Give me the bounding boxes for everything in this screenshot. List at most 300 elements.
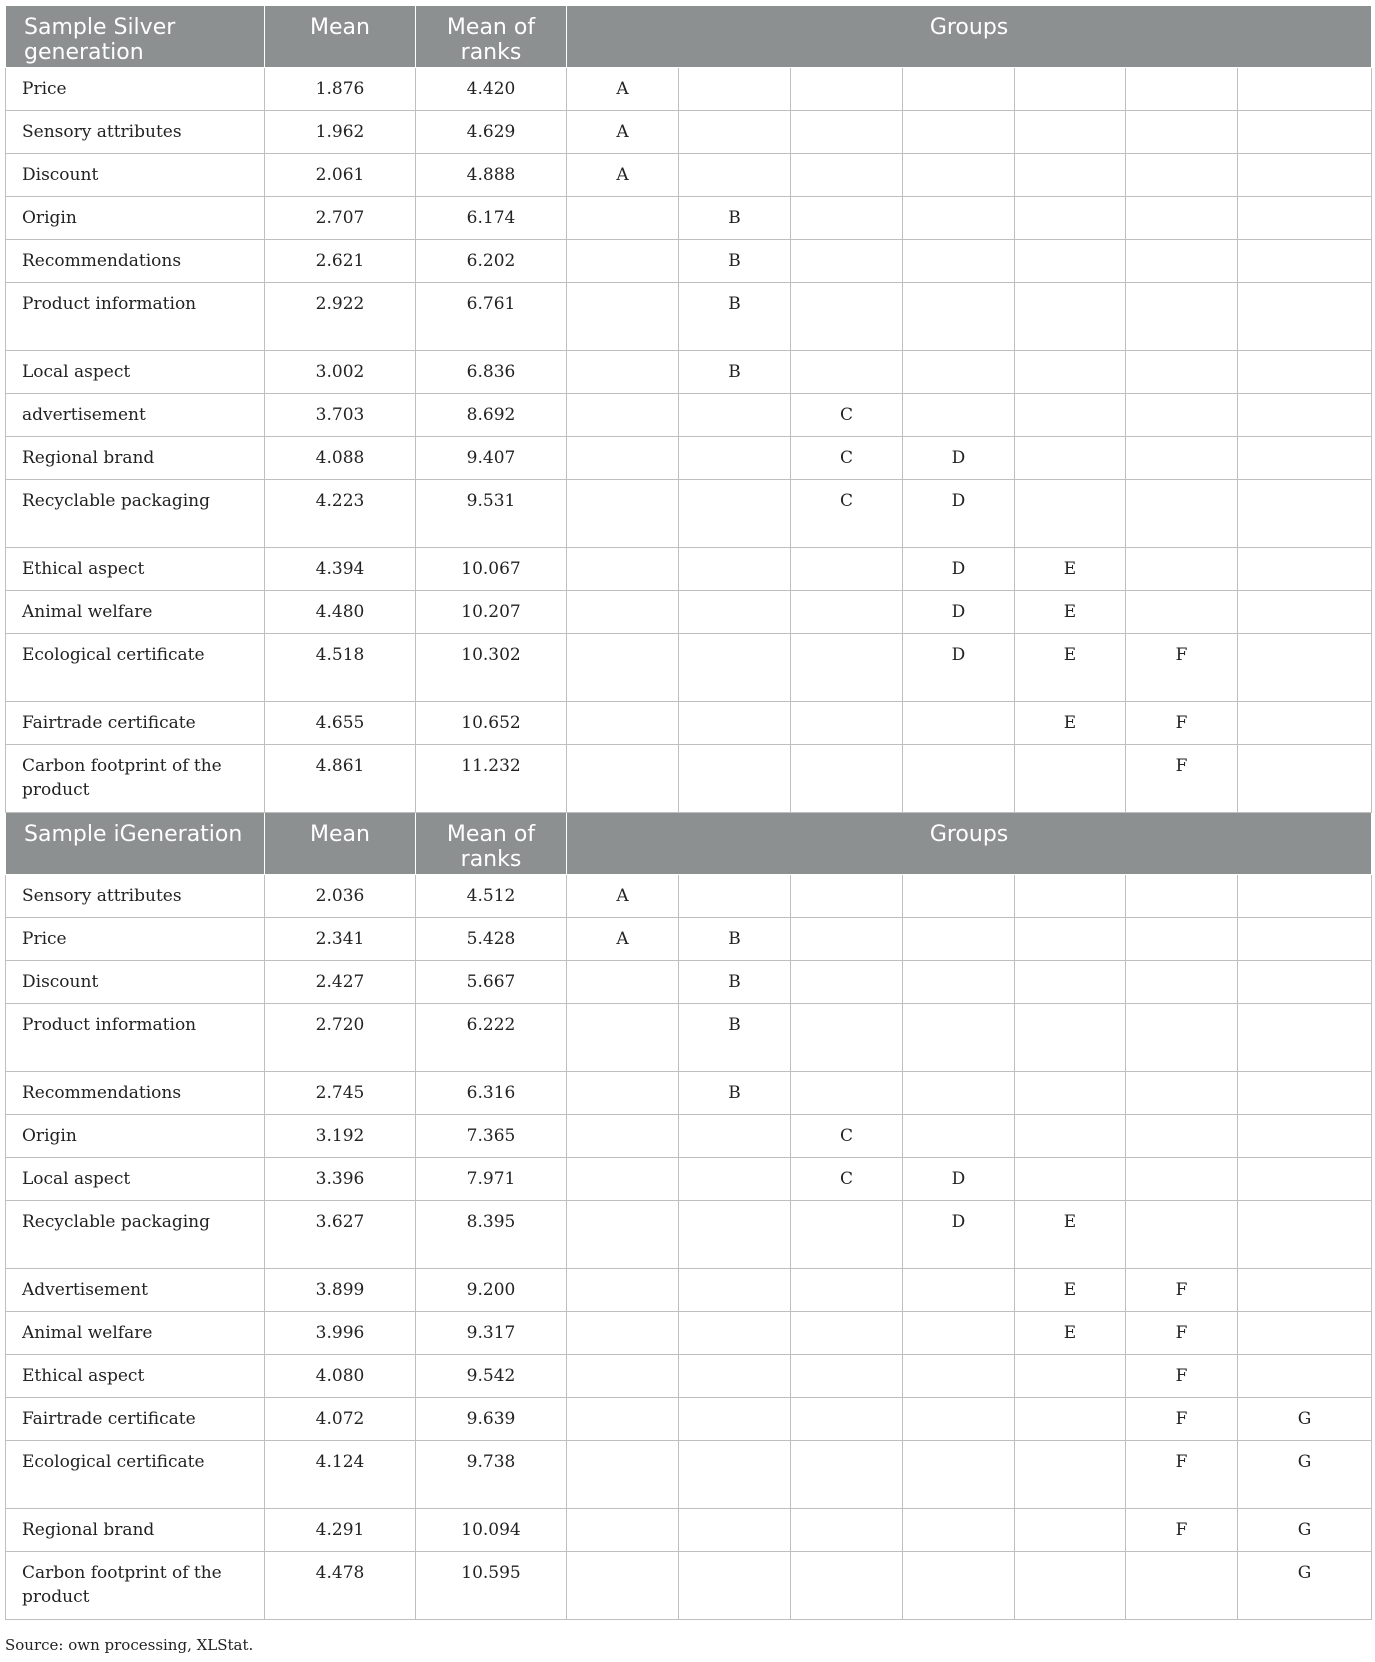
table-row — [6, 480, 1372, 548]
group-cell: B — [679, 240, 791, 283]
group-cell — [791, 634, 903, 702]
attribute-label: Fairtrade certificate — [6, 702, 265, 745]
mean-of-ranks-value: 9.407 — [416, 437, 567, 480]
mean-value: 1.876 — [265, 68, 416, 111]
group-cell — [679, 1158, 791, 1201]
mean-value: 4.124 — [265, 1441, 416, 1509]
group-cell — [567, 351, 679, 394]
mean-of-ranks-value: 4.420 — [416, 68, 567, 111]
group-cell — [791, 875, 903, 918]
mean-of-ranks-value: 4.888 — [416, 154, 567, 197]
attribute-label: Carbon footprint of the product — [6, 745, 265, 813]
group-cell — [1015, 875, 1126, 918]
mean-value: 4.072 — [265, 1398, 416, 1441]
group-cell — [1126, 591, 1238, 634]
group-cell — [679, 1312, 791, 1355]
mean-value: 3.627 — [265, 1201, 416, 1269]
group-cell — [1238, 875, 1372, 918]
mean-value: 4.478 — [265, 1552, 416, 1620]
group-cell — [791, 351, 903, 394]
attribute-label: Discount — [6, 154, 265, 197]
group-cell — [1126, 154, 1238, 197]
mean-of-ranks-value: 10.067 — [416, 548, 567, 591]
section-header-row — [6, 813, 1372, 875]
group-cell — [903, 240, 1015, 283]
table-row — [6, 548, 1372, 591]
mean-value: 2.922 — [265, 283, 416, 351]
group-cell — [1126, 68, 1238, 111]
group-cell — [1238, 480, 1372, 548]
group-cell — [1015, 351, 1126, 394]
attribute-label: Carbon footprint of the product — [6, 1552, 265, 1620]
group-cell — [567, 1398, 679, 1441]
group-cell — [1015, 745, 1126, 813]
group-cell — [1238, 918, 1372, 961]
table-row — [6, 437, 1372, 480]
group-cell: F — [1126, 1398, 1238, 1441]
group-cell — [903, 154, 1015, 197]
group-cell — [1015, 1158, 1126, 1201]
attribute-label: Regional brand — [6, 1509, 265, 1552]
mean-value: 2.621 — [265, 240, 416, 283]
group-cell — [567, 1509, 679, 1552]
attribute-label: Product information — [6, 283, 265, 351]
group-cell — [679, 1355, 791, 1398]
mean-value: 2.745 — [265, 1072, 416, 1115]
group-cell — [903, 283, 1015, 351]
group-cell — [679, 1552, 791, 1620]
group-cell: E — [1015, 591, 1126, 634]
group-cell — [791, 154, 903, 197]
group-cell — [1126, 480, 1238, 548]
mean-value: 3.002 — [265, 351, 416, 394]
group-cell — [1015, 394, 1126, 437]
group-cell: E — [1015, 634, 1126, 702]
table-row — [6, 283, 1372, 351]
group-cell — [1015, 111, 1126, 154]
group-cell — [567, 1201, 679, 1269]
mean-of-ranks-value: 5.428 — [416, 918, 567, 961]
table-row — [6, 591, 1372, 634]
group-cell: C — [791, 437, 903, 480]
mean-of-ranks-value: 8.692 — [416, 394, 567, 437]
group-cell — [679, 745, 791, 813]
group-cell: F — [1126, 1312, 1238, 1355]
group-cell: F — [1126, 1509, 1238, 1552]
group-cell — [1238, 591, 1372, 634]
group-cell — [903, 702, 1015, 745]
group-cell — [1126, 111, 1238, 154]
group-cell — [791, 111, 903, 154]
group-cell — [679, 1201, 791, 1269]
mean-of-ranks-value: 9.738 — [416, 1441, 567, 1509]
group-cell — [1238, 1312, 1372, 1355]
group-cell — [1126, 918, 1238, 961]
group-cell — [567, 197, 679, 240]
group-cell: A — [567, 918, 679, 961]
group-cell — [1238, 283, 1372, 351]
group-cell — [1015, 283, 1126, 351]
table-row — [6, 1158, 1372, 1201]
table-row — [6, 351, 1372, 394]
table-row — [6, 745, 1372, 813]
group-cell — [903, 1398, 1015, 1441]
group-cell — [1015, 154, 1126, 197]
group-cell: B — [679, 283, 791, 351]
group-cell: B — [679, 1004, 791, 1072]
group-cell: D — [903, 480, 1015, 548]
group-cell — [791, 1355, 903, 1398]
group-cell — [791, 1509, 903, 1552]
group-cell — [1238, 634, 1372, 702]
section-header-row — [6, 6, 1372, 68]
table-body — [6, 6, 1372, 1620]
group-cell — [1126, 1552, 1238, 1620]
groups-header: Groups — [567, 6, 1372, 68]
group-cell — [903, 875, 1015, 918]
group-cell — [903, 745, 1015, 813]
table-row — [6, 394, 1372, 437]
group-cell — [903, 111, 1015, 154]
mean-of-ranks-value: 7.971 — [416, 1158, 567, 1201]
mean-value: 3.192 — [265, 1115, 416, 1158]
mean-of-ranks-value: 6.836 — [416, 351, 567, 394]
group-cell — [903, 1115, 1015, 1158]
group-cell: G — [1238, 1398, 1372, 1441]
group-cell: G — [1238, 1552, 1372, 1620]
group-cell — [567, 1115, 679, 1158]
group-cell: D — [903, 548, 1015, 591]
group-cell: A — [567, 875, 679, 918]
group-cell — [679, 1509, 791, 1552]
group-cell — [1126, 548, 1238, 591]
mean-of-ranks-value: 10.595 — [416, 1552, 567, 1620]
mean-value: 4.223 — [265, 480, 416, 548]
group-cell — [1238, 1072, 1372, 1115]
group-cell: D — [903, 591, 1015, 634]
group-cell — [791, 1552, 903, 1620]
group-cell: A — [567, 68, 679, 111]
table-row — [6, 1312, 1372, 1355]
mean-value: 1.962 — [265, 111, 416, 154]
group-cell — [1126, 1004, 1238, 1072]
mean-value: 3.899 — [265, 1269, 416, 1312]
group-cell — [791, 1072, 903, 1115]
group-cell — [903, 1355, 1015, 1398]
group-cell: G — [1238, 1441, 1372, 1509]
group-cell: C — [791, 394, 903, 437]
group-cell — [1015, 961, 1126, 1004]
mean-value: 4.655 — [265, 702, 416, 745]
attribute-label: Recommendations — [6, 240, 265, 283]
mean-value: 4.861 — [265, 745, 416, 813]
group-cell — [1238, 240, 1372, 283]
sample-header: Sample iGeneration — [6, 813, 265, 875]
table-row — [6, 154, 1372, 197]
mean-value: 4.480 — [265, 591, 416, 634]
group-cell — [679, 154, 791, 197]
group-cell — [1015, 1355, 1126, 1398]
group-cell — [903, 1004, 1015, 1072]
group-cell: E — [1015, 1269, 1126, 1312]
mean-of-ranks-value: 6.222 — [416, 1004, 567, 1072]
table-row — [6, 197, 1372, 240]
group-cell — [679, 437, 791, 480]
group-cell — [1238, 154, 1372, 197]
group-cell — [1238, 1115, 1372, 1158]
attribute-label: Ecological certificate — [6, 1441, 265, 1509]
group-cell: B — [679, 197, 791, 240]
group-cell — [567, 480, 679, 548]
group-cell — [1015, 1509, 1126, 1552]
attribute-label: Animal welfare — [6, 1312, 265, 1355]
group-cell — [903, 1269, 1015, 1312]
group-cell: B — [679, 961, 791, 1004]
group-cell — [1238, 1158, 1372, 1201]
mean-value: 4.080 — [265, 1355, 416, 1398]
group-cell: E — [1015, 702, 1126, 745]
table-row — [6, 1552, 1372, 1620]
group-cell — [791, 197, 903, 240]
mean-of-ranks-value: 9.200 — [416, 1269, 567, 1312]
group-cell — [1015, 1398, 1126, 1441]
table-row — [6, 702, 1372, 745]
group-cell — [903, 68, 1015, 111]
mean-header: Mean — [265, 6, 416, 68]
mean-value: 4.518 — [265, 634, 416, 702]
group-cell — [1238, 961, 1372, 1004]
table-row — [6, 240, 1372, 283]
group-cell: C — [791, 480, 903, 548]
mean-of-ranks-value: 10.094 — [416, 1509, 567, 1552]
mean-of-ranks-header: Mean of ranks — [416, 6, 567, 68]
group-cell — [567, 283, 679, 351]
group-cell: A — [567, 154, 679, 197]
group-cell: F — [1126, 1269, 1238, 1312]
mean-value: 2.720 — [265, 1004, 416, 1072]
group-cell — [679, 480, 791, 548]
table-row — [6, 1509, 1372, 1552]
group-cell — [567, 240, 679, 283]
group-cell — [1126, 394, 1238, 437]
mean-value: 3.996 — [265, 1312, 416, 1355]
table-row — [6, 1004, 1372, 1072]
mean-of-ranks-value: 10.652 — [416, 702, 567, 745]
group-cell — [1015, 1072, 1126, 1115]
group-cell — [567, 1158, 679, 1201]
group-cell — [1238, 111, 1372, 154]
group-cell — [567, 1004, 679, 1072]
mean-value: 2.061 — [265, 154, 416, 197]
group-cell — [903, 351, 1015, 394]
group-cell — [1015, 1115, 1126, 1158]
group-cell — [567, 1552, 679, 1620]
group-cell — [1238, 1355, 1372, 1398]
group-cell: D — [903, 437, 1015, 480]
attribute-label: Ecological certificate — [6, 634, 265, 702]
attribute-label: Recyclable packaging — [6, 480, 265, 548]
group-cell — [1126, 240, 1238, 283]
group-cell — [903, 394, 1015, 437]
group-cell: B — [679, 351, 791, 394]
attribute-label: Animal welfare — [6, 591, 265, 634]
group-cell — [791, 548, 903, 591]
group-cell — [1015, 240, 1126, 283]
group-cell: B — [679, 1072, 791, 1115]
mean-of-ranks-value: 6.316 — [416, 1072, 567, 1115]
table-row — [6, 1269, 1372, 1312]
group-cell — [791, 745, 903, 813]
mean-of-ranks-value: 9.317 — [416, 1312, 567, 1355]
attribute-label: Regional brand — [6, 437, 265, 480]
group-cell — [791, 1441, 903, 1509]
mean-of-ranks-value: 4.512 — [416, 875, 567, 918]
table-row — [6, 1115, 1372, 1158]
group-cell — [791, 918, 903, 961]
mean-of-ranks-value: 10.207 — [416, 591, 567, 634]
table-row — [6, 918, 1372, 961]
attribute-label: Advertisement — [6, 1269, 265, 1312]
attribute-label: Origin — [6, 197, 265, 240]
attribute-label: Recommendations — [6, 1072, 265, 1115]
attribute-label: Sensory attributes — [6, 875, 265, 918]
group-cell — [679, 875, 791, 918]
group-cell — [567, 961, 679, 1004]
group-cell — [903, 961, 1015, 1004]
group-cell — [791, 702, 903, 745]
group-cell — [567, 591, 679, 634]
group-cell — [791, 1269, 903, 1312]
group-cell — [1015, 1004, 1126, 1072]
table-row — [6, 1441, 1372, 1509]
table-row — [6, 1398, 1372, 1441]
mean-of-ranks-value: 9.639 — [416, 1398, 567, 1441]
table-row — [6, 875, 1372, 918]
mean-value: 4.291 — [265, 1509, 416, 1552]
attribute-label: Local aspect — [6, 1158, 265, 1201]
mean-value: 2.036 — [265, 875, 416, 918]
group-cell — [567, 437, 679, 480]
mean-of-ranks-header: Mean of ranks — [416, 813, 567, 875]
group-cell — [1015, 1441, 1126, 1509]
group-cell — [1126, 1115, 1238, 1158]
group-cell — [903, 1552, 1015, 1620]
group-cell — [1238, 1201, 1372, 1269]
group-cell: D — [903, 634, 1015, 702]
mean-value: 2.341 — [265, 918, 416, 961]
group-cell: E — [1015, 548, 1126, 591]
group-cell: G — [1238, 1509, 1372, 1552]
group-cell — [1238, 745, 1372, 813]
group-cell — [567, 634, 679, 702]
table-row — [6, 634, 1372, 702]
group-cell — [791, 240, 903, 283]
group-cell — [1126, 961, 1238, 1004]
groups-header: Groups — [567, 813, 1372, 875]
group-cell — [1015, 197, 1126, 240]
group-cell — [679, 111, 791, 154]
group-cell — [1238, 1269, 1372, 1312]
group-cell — [791, 1398, 903, 1441]
group-cell — [1238, 197, 1372, 240]
group-cell — [903, 197, 1015, 240]
attribute-label: Sensory attributes — [6, 111, 265, 154]
table-row — [6, 1072, 1372, 1115]
group-cell — [1126, 351, 1238, 394]
group-cell: F — [1126, 634, 1238, 702]
group-cell: F — [1126, 745, 1238, 813]
group-cell — [903, 1509, 1015, 1552]
attribute-label: Local aspect — [6, 351, 265, 394]
source-note: Source: own processing, XLStat. — [5, 1636, 254, 1654]
group-cell — [1015, 437, 1126, 480]
group-cell: A — [567, 111, 679, 154]
group-cell — [1015, 480, 1126, 548]
group-cell — [1126, 437, 1238, 480]
table-row — [6, 1201, 1372, 1269]
group-cell: F — [1126, 1441, 1238, 1509]
group-cell — [1238, 437, 1372, 480]
attribute-label: Ethical aspect — [6, 1355, 265, 1398]
group-cell — [1238, 394, 1372, 437]
group-cell — [1126, 1072, 1238, 1115]
group-cell — [679, 591, 791, 634]
group-cell — [1126, 1158, 1238, 1201]
group-cell: C — [791, 1158, 903, 1201]
group-cell: F — [1126, 1355, 1238, 1398]
group-cell — [903, 1072, 1015, 1115]
attribute-label: Ethical aspect — [6, 548, 265, 591]
group-cell — [567, 702, 679, 745]
group-cell — [567, 394, 679, 437]
table-row — [6, 961, 1372, 1004]
group-cell — [903, 1312, 1015, 1355]
group-cell — [791, 961, 903, 1004]
mean-of-ranks-value: 9.542 — [416, 1355, 567, 1398]
group-cell — [679, 1398, 791, 1441]
mean-value: 4.394 — [265, 548, 416, 591]
group-cell: E — [1015, 1201, 1126, 1269]
sample-header: Sample Silver generation — [6, 6, 265, 68]
group-cell — [567, 1312, 679, 1355]
group-cell — [791, 1201, 903, 1269]
group-cell: B — [679, 918, 791, 961]
group-cell: C — [791, 1115, 903, 1158]
attribute-label: Price — [6, 68, 265, 111]
group-cell — [1126, 283, 1238, 351]
mean-of-ranks-value: 6.174 — [416, 197, 567, 240]
mean-value: 3.396 — [265, 1158, 416, 1201]
mean-of-ranks-value: 7.365 — [416, 1115, 567, 1158]
group-cell — [679, 702, 791, 745]
mean-header: Mean — [265, 813, 416, 875]
group-cell — [567, 1269, 679, 1312]
group-cell — [1238, 1004, 1372, 1072]
group-cell — [791, 283, 903, 351]
table-row — [6, 111, 1372, 154]
group-cell — [567, 1355, 679, 1398]
group-cell — [1238, 351, 1372, 394]
group-cell — [791, 68, 903, 111]
table-row — [6, 68, 1372, 111]
group-cell — [679, 1269, 791, 1312]
group-cell — [791, 591, 903, 634]
attribute-label: Discount — [6, 961, 265, 1004]
group-cell — [567, 1441, 679, 1509]
mean-of-ranks-value: 4.629 — [416, 111, 567, 154]
group-cell — [1015, 1552, 1126, 1620]
group-cell — [1126, 875, 1238, 918]
